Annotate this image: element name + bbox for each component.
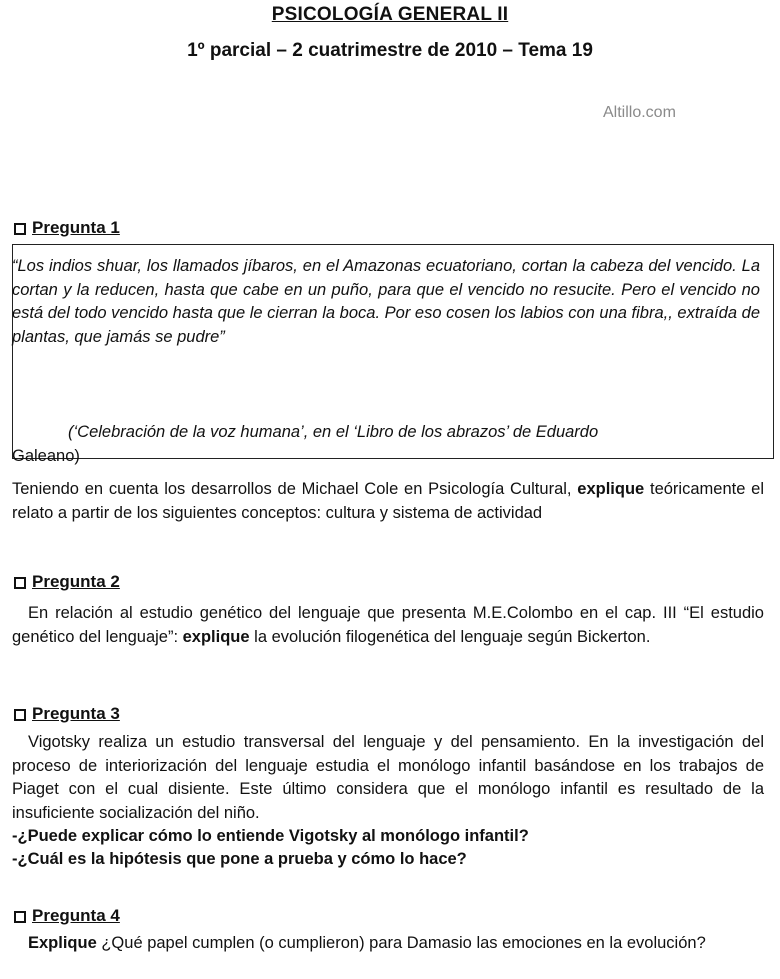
- question-3-heading-label: Pregunta 3: [32, 704, 120, 723]
- question-2-text-before: En relación al estudio genético del lenguaje que presenta M.E.Colombo en el cap. III “El estudio genético del lenguaje”:: [12, 604, 764, 646]
- question-4-heading-label: Pregunta 4: [32, 906, 120, 925]
- quote-source-italic: (‘Celebración de la voz humana’, en el ‘Libro de los abrazos’ de Eduardo: [68, 423, 599, 441]
- question-4-text-bold: Explique: [28, 934, 97, 952]
- checkbox-square-icon: [14, 577, 26, 589]
- question-2-text: [12, 602, 764, 649]
- quote-text: “Los indios shuar, los llamados jíbaros, en el Amazonas ecuatoriano, cortan la cabeza del vencido. La cortan y la reducen, hasta que cabe en un puño, para que el vencido no resucite. Pero el vencido no está del todo vencido hasta que le cierran la boca. Por eso cosen los labios con una fibra,, extraída de plantas, que jamás se pudre”: [12, 257, 760, 346]
- question-3-subquestion-a: -¿Puede explicar cómo lo entiende Vigotsky al monólogo infantil?: [12, 827, 529, 845]
- question-4-text-after: ¿Qué papel cumplen (o cumplieron) para Damasio las emociones en la evolución?: [96, 934, 706, 952]
- checkbox-square-icon: [14, 709, 26, 721]
- question-1-text-bold: explique: [577, 480, 645, 498]
- question-1-text-before: Teniendo en cuenta los desarrollos de Michael Cole en Psicología Cultural,: [12, 480, 578, 498]
- checkbox-square-icon: [14, 223, 26, 235]
- quote-source-plain: Galeano): [12, 446, 80, 465]
- question-4-text: [12, 932, 764, 956]
- question-3-heading: [14, 704, 120, 724]
- question-2-text-after: la evolución filogenética del lenguaje según Bickerton.: [249, 627, 651, 646]
- question-2-heading-label: Pregunta 2: [32, 572, 120, 591]
- quote-source: [12, 421, 760, 468]
- question-2-text-bold: explique: [182, 627, 250, 646]
- checkbox-square-icon: [14, 911, 26, 923]
- question-3-text: Vigotsky realiza un estudio transversal del lenguaje y del pensamiento. En la investigación del proceso de interiorización del lenguaje estudia el monólogo infantil basándose en los trabajos de Piaget con el cual disiente. Este último considera que el monólogo infantil es resultado de la insuficiente socialización del niño.: [12, 733, 764, 822]
- page-title: PSICOLOGÍA GENERAL II: [271, 4, 509, 25]
- watermark: Altillo.com: [603, 104, 676, 121]
- page-subtitle: 1º parcial – 2 cuatrimestre de 2010 – Tema 19: [187, 40, 593, 61]
- question-2-heading: [14, 572, 120, 592]
- question-1-heading: [14, 218, 120, 238]
- question-3-subquestion-b: -¿Cuál es la hipótesis que pone a prueba y cómo lo hace?: [12, 850, 467, 868]
- question-1-text: [12, 478, 764, 525]
- question-4-heading: [14, 906, 120, 926]
- question-1-heading-label: Pregunta 1: [32, 218, 120, 237]
- question-1-text-after: teóricamente el relato a partir de los siguientes conceptos: cultura y sistema de actividad: [12, 480, 764, 522]
